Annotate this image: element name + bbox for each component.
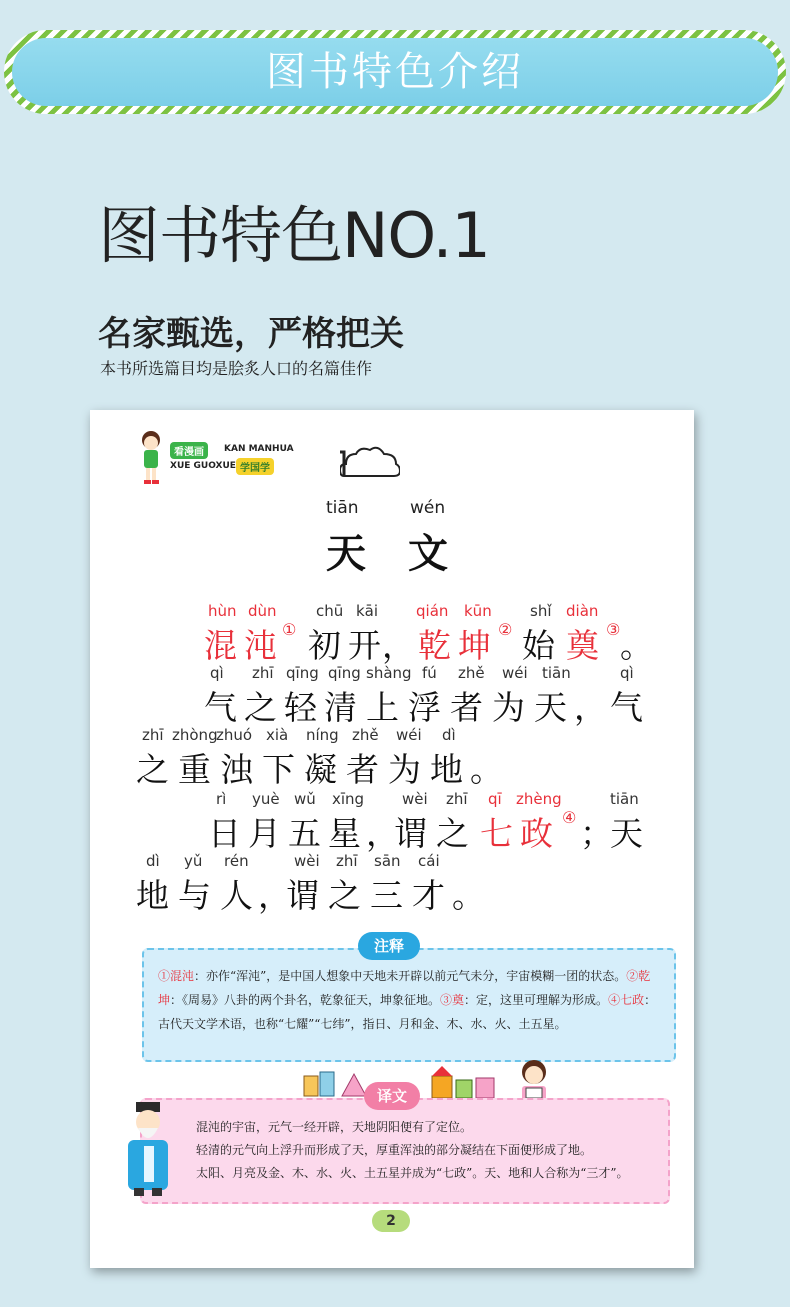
pinyin: yuè xyxy=(252,790,280,808)
hanzi: 者 xyxy=(346,750,379,789)
logo-en-line2: XUE GUOXUE xyxy=(170,461,236,471)
hanzi: 天 xyxy=(534,688,567,727)
hanzi: ， xyxy=(258,876,291,915)
pinyin: diàn xyxy=(566,602,599,620)
hanzi: ； xyxy=(580,814,613,853)
note-term: ②乾坤 xyxy=(158,969,651,1007)
pinyin: níng xyxy=(306,726,339,744)
pinyin: zhī xyxy=(142,726,164,744)
notes-text xyxy=(158,964,662,1036)
pinyin: fú xyxy=(422,664,437,682)
hanzi: ， xyxy=(382,626,415,665)
hanzi: 混 xyxy=(204,626,237,665)
translation-line: 混沌的宇宙，元气一经开辟，天地阴阳便有了定位。 xyxy=(196,1120,473,1134)
blocks-icon xyxy=(430,1064,500,1100)
feature-title: 图书特色NO.1 xyxy=(98,199,490,272)
hanzi: 才 xyxy=(412,876,445,915)
pinyin: zhòng xyxy=(172,726,218,744)
pinyin: dùn xyxy=(248,602,277,620)
hanzi: 为 xyxy=(388,750,421,789)
note-definition: ：古代天文学术语，也称“七耀”“七纬”，指日、月和金、木、水、火、土五星。 xyxy=(158,993,657,1031)
hanzi: 三 xyxy=(370,876,403,915)
pinyin: dì xyxy=(146,852,160,870)
hanzi: 轻 xyxy=(284,688,317,727)
note-marker: ① xyxy=(282,620,297,639)
hanzi: 为 xyxy=(492,688,525,727)
hanzi: 月 xyxy=(248,814,281,853)
pinyin: shǐ xyxy=(530,602,552,620)
hanzi: 日 xyxy=(208,814,241,853)
pinyin: rì xyxy=(216,790,227,808)
feature-subtitle: 名家甄选，严格把关 xyxy=(98,314,404,354)
pinyin: zhuó xyxy=(216,726,253,744)
hanzi: 气 xyxy=(204,688,237,727)
pinyin: cái xyxy=(418,852,440,870)
pinyin: wǔ xyxy=(294,790,316,808)
pinyin: chū xyxy=(316,602,344,620)
pinyin: sān xyxy=(374,852,401,870)
pinyin: kāi xyxy=(356,602,379,620)
hanzi: 谓 xyxy=(394,814,427,853)
note-term: ①混沌 xyxy=(158,969,195,983)
note-marker: ④ xyxy=(562,808,577,827)
hanzi: 之 xyxy=(244,688,277,727)
logo-en-line1: KAN MANHUA xyxy=(224,444,294,454)
banner-title: 图书特色介绍 xyxy=(266,49,524,95)
note-term: ③奠 xyxy=(440,993,465,1007)
hanzi: 清 xyxy=(324,688,357,727)
hanzi: 地 xyxy=(430,750,463,789)
series-logo xyxy=(138,428,398,488)
pinyin: zhī xyxy=(252,664,274,682)
hanzi: 天 xyxy=(610,814,643,853)
hanzi: 者 xyxy=(450,688,483,727)
scholar-mascot-icon xyxy=(120,1100,176,1200)
hanzi: 沌 xyxy=(244,626,277,665)
pinyin: wéi xyxy=(396,726,422,744)
pinyin: zhī xyxy=(446,790,468,808)
hanzi: 浮 xyxy=(408,688,441,727)
hanzi: 之 xyxy=(136,750,169,789)
pinyin: shàng xyxy=(366,664,412,682)
pinyin: xīng xyxy=(332,790,365,808)
pinyin: tiān xyxy=(542,664,571,682)
note-marker: ③ xyxy=(606,620,621,639)
note-definition: ：亦作“浑沌”，是中国人想象中天地未开辟以前元气未分，宇宙模糊一团的状态。 xyxy=(194,969,627,983)
cloud-icon xyxy=(340,446,400,480)
hanzi: ， xyxy=(574,688,607,727)
hanzi: 浊 xyxy=(220,750,253,789)
hanzi: 。 xyxy=(620,626,653,665)
feature-description: 本书所选篇目均是脍炙人口的名篇佳作 xyxy=(100,359,373,378)
hanzi: 气 xyxy=(610,688,643,727)
hanzi: 之 xyxy=(436,814,469,853)
pinyin: qī xyxy=(488,790,502,808)
section-banner xyxy=(12,38,778,106)
pinyin: dì xyxy=(442,726,456,744)
translation-tab: 译文 xyxy=(364,1082,420,1110)
hanzi: 下 xyxy=(262,750,295,789)
hanzi: 凝 xyxy=(304,750,337,789)
pinyin: zhèng xyxy=(516,790,562,808)
book-page xyxy=(90,410,694,1268)
hanzi: ， xyxy=(366,814,399,853)
translation-box xyxy=(140,1098,670,1204)
translation-line: 轻清的元气向上浮升而形成了天，厚重浑浊的部分凝结在下面便形成了地。 xyxy=(196,1143,593,1157)
translation-line: 太阳、月亮及金、木、水、火、土五星并成为“七政”。天、地和人合称为“三才”。 xyxy=(196,1166,629,1180)
hanzi: 奠 xyxy=(566,626,599,665)
girl-mascot-icon xyxy=(138,428,164,486)
pinyin: tiān xyxy=(610,790,639,808)
hanzi: 五 xyxy=(288,814,321,853)
logo-badge-xueguoxue: 学国学 xyxy=(236,458,274,475)
note-marker: ② xyxy=(498,620,513,639)
pinyin: wèi xyxy=(402,790,428,808)
hanzi: 之 xyxy=(328,876,361,915)
pinyin: zhě xyxy=(458,664,485,682)
logo-badge-kanmanhua: 看漫画 xyxy=(170,442,208,459)
pinyin: rén xyxy=(224,852,249,870)
hanzi: 。 xyxy=(470,750,503,789)
note-definition: ：《周易》八卦的两个卦名，乾象征天，坤象征地。 xyxy=(170,993,441,1007)
pinyin: hùn xyxy=(208,602,237,620)
title-pinyin: tiān xyxy=(326,498,359,518)
hanzi: 星 xyxy=(328,814,361,853)
notes-box xyxy=(142,948,676,1062)
pinyin: zhě xyxy=(352,726,379,744)
translation-text xyxy=(196,1116,666,1185)
pinyin: yǔ xyxy=(184,852,203,870)
title-pinyin: wén xyxy=(410,498,446,518)
title-hanzi: 文 xyxy=(408,530,448,577)
title-hanzi: 天 xyxy=(326,530,366,577)
hanzi: 与 xyxy=(178,876,211,915)
page-number: 2 xyxy=(372,1210,410,1232)
pinyin: qì xyxy=(210,664,224,682)
hanzi: 乾 xyxy=(418,626,451,665)
pinyin: qīng xyxy=(328,664,361,682)
note-definition: ：定，这里可理解为形成。 xyxy=(464,993,609,1007)
notes-tab: 注释 xyxy=(358,932,420,960)
hanzi: 人 xyxy=(220,876,253,915)
hanzi: 七 xyxy=(480,814,513,853)
pinyin: qīng xyxy=(286,664,319,682)
pinyin: wéi xyxy=(502,664,528,682)
hanzi: 地 xyxy=(136,876,169,915)
hanzi: 。 xyxy=(452,876,485,915)
hanzi: 上 xyxy=(366,688,399,727)
hanzi: 重 xyxy=(178,750,211,789)
hanzi: 政 xyxy=(520,814,553,853)
pinyin: xià xyxy=(266,726,289,744)
hanzi: 谓 xyxy=(286,876,319,915)
hanzi: 初 xyxy=(308,626,341,665)
pinyin: wèi xyxy=(294,852,320,870)
hanzi: 始 xyxy=(522,626,555,665)
note-term: ④七政 xyxy=(608,993,645,1007)
hanzi: 坤 xyxy=(458,626,491,665)
hanzi: 开 xyxy=(348,626,381,665)
pinyin: zhī xyxy=(336,852,358,870)
pinyin: qián xyxy=(416,602,449,620)
pinyin: qì xyxy=(620,664,634,682)
pinyin: kūn xyxy=(464,602,492,620)
